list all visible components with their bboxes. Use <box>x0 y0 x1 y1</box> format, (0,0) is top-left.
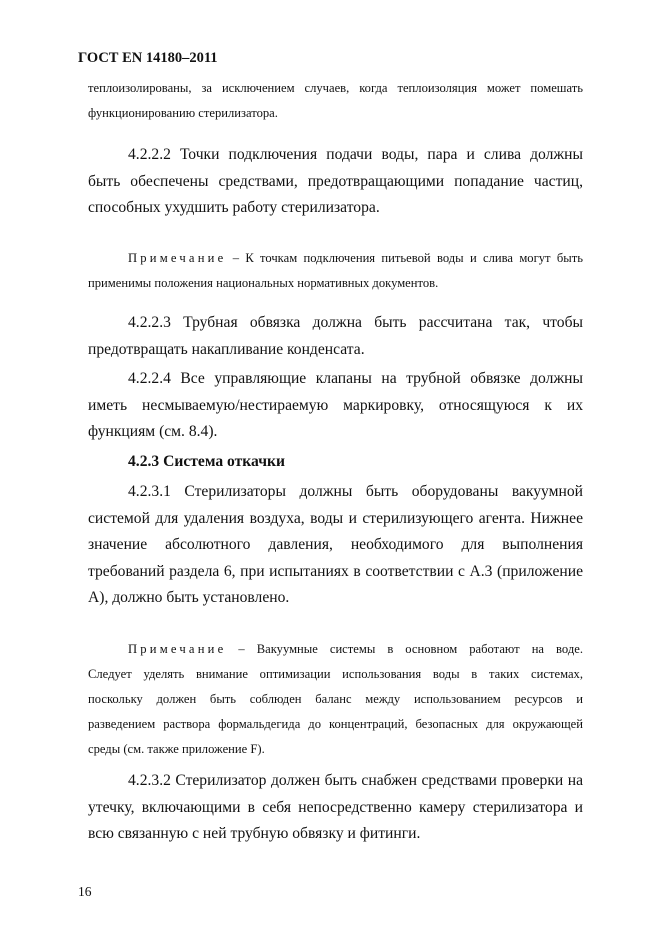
text-line: способных ухудшить работу стерилизатора. <box>88 199 380 216</box>
paragraph-4-2-3-2 <box>88 768 583 848</box>
page-number: 16 <box>78 884 92 899</box>
text-line: А), должно быть установлено. <box>88 589 290 606</box>
text-line: среды (см. также приложение F). <box>88 742 265 756</box>
text-line: теплоизолированы, за исключением случаев, когда теплоизоляция может помешать <box>88 81 583 95</box>
text-line: 4.2.2.2 Точки подключения подачи воды, пара и слива должны <box>128 146 583 163</box>
text-line: функционированию стерилизатора. <box>88 106 278 120</box>
section-heading-4-2-3: 4.2.3 Система откачки <box>128 453 285 470</box>
text-line: системой для удаления воздуха, воды и стерилизующего агента. Нижнее <box>88 509 583 527</box>
paragraph-4-2-2-3 <box>88 310 583 363</box>
text-line <box>88 246 583 271</box>
note-text: – К точкам подключения питьевой воды и слива могут быть <box>226 251 583 265</box>
note-2 <box>88 637 583 762</box>
standard-header: ГОСТ EN 14180–2011 <box>78 50 218 66</box>
text-line: иметь несмываемую/нестираемую маркировку, относящуюся к их <box>88 396 583 414</box>
text-line: Следует уделять внимание оптимизации использования воды в таких системах, <box>88 667 583 681</box>
note-label: Примечание <box>128 642 227 656</box>
note-text: – Вакуумные системы в основном работают на воде. <box>226 642 583 656</box>
text-line: поскольку должен быть соблюден баланс между использованием ресурсов и <box>88 692 583 706</box>
paragraph-4-2-3-1 <box>88 479 583 612</box>
text-line: утечку, включающими в себя непосредственно камеру стерилизатора и <box>88 798 583 816</box>
text-line: функциям (см. 8.4). <box>88 423 218 440</box>
paragraph-4-2-2-4 <box>88 366 583 446</box>
text-line: разведением раствора формальдегида до концентраций, безопасных для окружающей <box>88 717 583 731</box>
text-line: применимы положения национальных нормативных документов. <box>88 276 439 290</box>
text-line: быть обеспечены средствами, предотвращающими попадание частиц, <box>88 172 583 190</box>
text-line <box>88 637 583 662</box>
text-line: 4.2.2.3 Трубная обвязка должна быть рассчитана так, чтобы <box>128 314 583 331</box>
note-label: Примечание <box>128 251 227 265</box>
text-line: 4.2.3.2 Стерилизатор должен быть снабжен средствами проверки на <box>128 772 583 789</box>
text-line: 4.2.2.4 Все управляющие клапаны на трубной обвязке должны <box>128 370 583 387</box>
text-line: всю связанную с ней трубную обвязку и фитинги. <box>88 825 421 842</box>
note-1 <box>88 246 583 296</box>
text-line: значение абсолютного давления, необходимого для выполнения <box>88 536 583 553</box>
text-line: предотвращать накапливание конденсата. <box>88 340 365 358</box>
intro-paragraph <box>88 76 583 126</box>
paragraph-4-2-2-2 <box>88 142 583 222</box>
text-line: требований раздела 6, при испытаниях в соответствии с А.3 (приложение <box>88 562 583 580</box>
text-line: 4.2.3.1 Стерилизаторы должны быть оборудованы вакуумной <box>128 483 583 500</box>
